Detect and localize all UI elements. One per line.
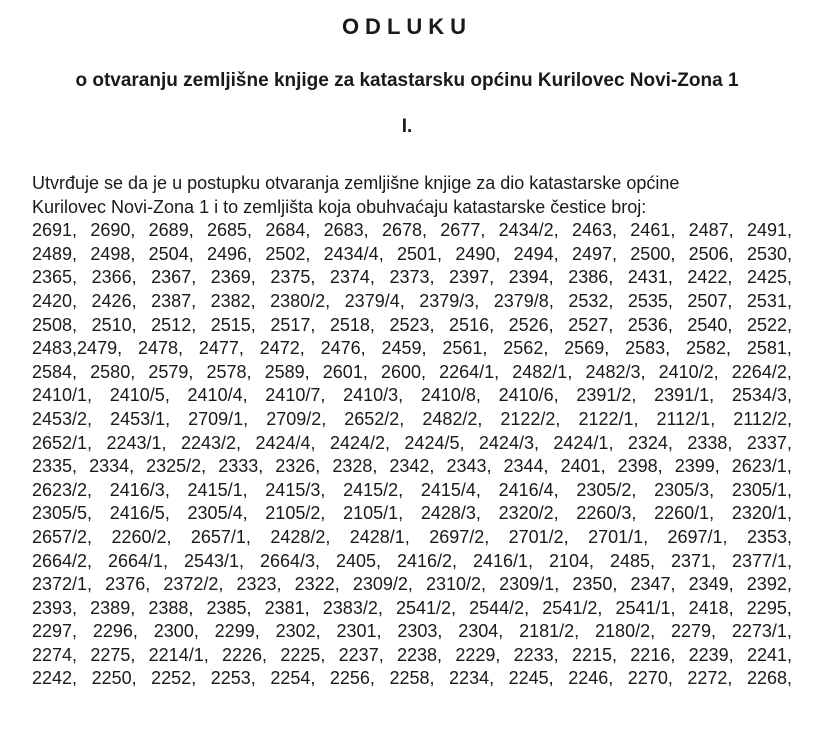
parcel-number: 2497, bbox=[571, 243, 618, 264]
parcel-number: 2112/1, bbox=[656, 408, 716, 429]
parcel-number: 2502, bbox=[265, 243, 311, 264]
section-number: I. bbox=[401, 116, 413, 137]
parcel-number: 2302, bbox=[275, 621, 321, 642]
parcel-number: 2350, bbox=[572, 574, 618, 595]
parcel-number: 2335, bbox=[32, 456, 78, 477]
parcel-number: 2453/1, bbox=[110, 408, 171, 429]
parcel-line bbox=[32, 620, 792, 644]
parcel-number: 2664/2, bbox=[32, 550, 93, 571]
parcel-number: 2518, bbox=[329, 314, 375, 335]
parcel-line bbox=[32, 550, 792, 574]
parcel-number: 2305/2, bbox=[576, 479, 637, 500]
parcel-number: 2338, bbox=[687, 432, 733, 453]
parcel-number: 2523, bbox=[389, 314, 435, 335]
parcel-list bbox=[32, 219, 792, 691]
parcel-number: 2522, bbox=[746, 314, 792, 335]
parcel-number: 2540, bbox=[687, 314, 733, 335]
parcel-number: 2657/1, bbox=[190, 526, 251, 547]
parcel-number: 2272, bbox=[687, 668, 733, 689]
parcel-line bbox=[32, 408, 792, 432]
parcel-number: 2459, bbox=[381, 338, 427, 359]
parcel-number: 2494, bbox=[513, 243, 559, 264]
parcel-number: 2377/1, bbox=[731, 550, 792, 571]
parcel-number: 2410/2, bbox=[658, 361, 719, 382]
parcel-number: 2373, bbox=[389, 267, 435, 288]
parcel-number: 2534/3, bbox=[731, 385, 792, 406]
parcel-number: 2530, bbox=[746, 243, 792, 264]
parcel-number: 2683, bbox=[323, 220, 369, 241]
parcel-number: 2410/4, bbox=[187, 385, 248, 406]
parcel-number: 2463, bbox=[571, 220, 618, 241]
parcel-number: 2541/1, bbox=[615, 597, 676, 618]
parcel-number: 2214/1, bbox=[148, 644, 209, 665]
parcel-number: 2323, bbox=[236, 574, 282, 595]
parcel-number: 2489, bbox=[32, 243, 78, 264]
parcel-number: 2623/1, bbox=[731, 456, 792, 477]
document-subtitle: o otvaranju zemljišne knjige za katastarsku općinu Kurilovec Novi-Zona 1 bbox=[75, 70, 739, 91]
parcel-number: 2472, bbox=[259, 338, 305, 359]
parcel-number: 2532, bbox=[568, 290, 614, 311]
parcel-number: 2105/1, bbox=[343, 503, 404, 524]
parcel-line bbox=[32, 266, 792, 290]
parcel-number: 2652/2, bbox=[344, 408, 405, 429]
parcel-number: 2309/1, bbox=[499, 574, 560, 595]
parcel-line bbox=[32, 314, 792, 338]
parcel-number: 2237, bbox=[338, 644, 384, 665]
parcel-line bbox=[32, 667, 792, 691]
parcel-number: 2380/2, bbox=[270, 290, 331, 311]
parcel-number: 2482/1, bbox=[512, 361, 573, 382]
parcel-number: 2386, bbox=[568, 267, 614, 288]
parcel-number: 2324, bbox=[627, 432, 673, 453]
parcel-number: 2496, bbox=[206, 243, 253, 264]
parcel-number: 2264/2, bbox=[731, 361, 792, 382]
parcel-number: 2256, bbox=[329, 668, 375, 689]
parcel-number: 2328, bbox=[332, 456, 378, 477]
parcel-number: 2701/2, bbox=[508, 526, 569, 547]
parcel-number: 2401, bbox=[560, 456, 606, 477]
parcel-number: 2246, bbox=[568, 668, 614, 689]
parcel-number: 2416/3, bbox=[109, 479, 170, 500]
parcel-number: 2122/1, bbox=[578, 408, 639, 429]
parcel-line bbox=[32, 219, 792, 243]
parcel-number: 2426, bbox=[91, 290, 137, 311]
parcel-number: 2260/2, bbox=[111, 526, 172, 547]
parcel-number: 2342, bbox=[389, 456, 435, 477]
parcel-number: 2242, bbox=[32, 668, 78, 689]
parcel-number: 2589, bbox=[264, 361, 310, 382]
parcel-number: 2428/3, bbox=[420, 503, 481, 524]
parcel-number: 2105/2, bbox=[265, 503, 326, 524]
parcel-number: 2322, bbox=[294, 574, 340, 595]
parcel-number: 2535, bbox=[627, 290, 673, 311]
parcel-number: 2243/1, bbox=[106, 432, 167, 453]
parcel-number: 2333, bbox=[218, 456, 264, 477]
parcel-number: 2690, bbox=[90, 220, 136, 241]
parcel-number: 2243/2, bbox=[180, 432, 242, 453]
parcel-line bbox=[32, 361, 792, 385]
parcel-line bbox=[32, 526, 792, 550]
parcel-number: 2379/3, bbox=[419, 290, 480, 311]
parcel-number: 2516, bbox=[449, 314, 495, 335]
parcel-number: 2501, bbox=[396, 243, 443, 264]
parcel-number: 2544/2, bbox=[469, 597, 530, 618]
parcel-number: 2677, bbox=[440, 220, 486, 241]
parcel-line bbox=[32, 644, 792, 668]
parcel-number: 2391/1, bbox=[654, 385, 715, 406]
parcel-number: 2295, bbox=[746, 597, 792, 618]
parcel-number: 2476, bbox=[320, 338, 366, 359]
parcel-number: 2305/1, bbox=[731, 479, 792, 500]
parcel-number: 2366, bbox=[91, 267, 137, 288]
parcel-number: 2394, bbox=[508, 267, 554, 288]
parcel-number: 2569, bbox=[564, 338, 610, 359]
parcel-number: 2260/3, bbox=[576, 503, 637, 524]
parcel-number: 2234, bbox=[449, 668, 495, 689]
parcel-number: 2374, bbox=[329, 267, 375, 288]
parcel-number: 2697/1, bbox=[667, 526, 728, 547]
parcel-number: 2268, bbox=[746, 668, 792, 689]
parcel-number: 2623/2, bbox=[32, 479, 93, 500]
parcel-number: 2416/1, bbox=[472, 550, 534, 571]
parcel-number: 2685, bbox=[206, 220, 253, 241]
parcel-number: 2410/8, bbox=[420, 385, 481, 406]
document-title: ODLUKU bbox=[341, 14, 473, 39]
parcel-number: 2584, bbox=[32, 361, 78, 382]
parcel-number: 2428/1, bbox=[349, 526, 410, 547]
parcel-line bbox=[32, 455, 792, 479]
parcel-number: 2410/1, bbox=[32, 385, 93, 406]
parcel-number: 2181/2, bbox=[519, 621, 580, 642]
parcel-number: 2691, bbox=[32, 220, 78, 241]
parcel-number: 2415/2, bbox=[343, 479, 404, 500]
parcel-number: 2258, bbox=[389, 668, 435, 689]
parcel-number: 2309/2, bbox=[352, 574, 413, 595]
parcel-number: 2229, bbox=[455, 644, 501, 665]
parcel-number: 2379/4, bbox=[344, 290, 405, 311]
parcel-number: 2376, bbox=[105, 574, 151, 595]
parcel-number: 2245, bbox=[508, 668, 554, 689]
parcel-number: 2344, bbox=[503, 456, 549, 477]
parcel-number: 2385, bbox=[206, 597, 252, 618]
parcel-line bbox=[32, 432, 792, 456]
parcel-number: 2303, bbox=[397, 621, 443, 642]
parcel-number: 2583, bbox=[625, 338, 671, 359]
parcel-number: 2300, bbox=[153, 621, 199, 642]
parcel-number: 2320/1, bbox=[731, 503, 792, 524]
parcel-number: 2225, bbox=[280, 644, 326, 665]
parcel-number: 2122/2, bbox=[500, 408, 561, 429]
parcel-number: 2684, bbox=[265, 220, 311, 241]
parcel-number: 2582, bbox=[685, 338, 731, 359]
parcel-number: 2428/2, bbox=[270, 526, 331, 547]
parcel-number: 2453/2, bbox=[32, 408, 93, 429]
parcel-number: 2504, bbox=[148, 243, 194, 264]
parcel-number: 2372/1, bbox=[32, 574, 93, 595]
parcel-number: 2541/2, bbox=[395, 597, 457, 618]
parcel-number: 2482/2, bbox=[422, 408, 483, 429]
parcel-number: 2483,2479, bbox=[32, 338, 123, 359]
parcel-number: 2709/1, bbox=[188, 408, 249, 429]
parcel-number: 2527, bbox=[568, 314, 614, 335]
parcel-number: 2477, bbox=[198, 338, 244, 359]
parcel-number: 2664/3, bbox=[260, 550, 321, 571]
parcel-number: 2180/2, bbox=[595, 621, 656, 642]
parcel-number: 2579, bbox=[148, 361, 194, 382]
parcel-number: 2678, bbox=[381, 220, 428, 241]
parcel-number: 2238, bbox=[396, 644, 443, 665]
intro-line: Kurilovec Novi-Zona 1 i to zemljišta koja obuhvaćaju katastarske čestice broj: bbox=[32, 196, 647, 217]
parcel-number: 2398, bbox=[617, 456, 663, 477]
parcel-number: 2410/6, bbox=[498, 385, 559, 406]
parcel-number: 2689, bbox=[148, 220, 194, 241]
parcel-number: 2391/2, bbox=[576, 385, 637, 406]
parcel-number: 2510, bbox=[91, 314, 137, 335]
parcel-number: 2325/2, bbox=[146, 456, 207, 477]
parcel-number: 2416/5, bbox=[109, 503, 170, 524]
parcel-number: 2310/2, bbox=[425, 574, 487, 595]
parcel-number: 2297, bbox=[32, 621, 78, 642]
parcel-number: 2301, bbox=[336, 621, 382, 642]
parcel-number: 2410/7, bbox=[265, 385, 326, 406]
parcel-number: 2410/5, bbox=[109, 385, 170, 406]
parcel-number: 2541/2, bbox=[542, 597, 603, 618]
parcel-number: 2410/3, bbox=[343, 385, 404, 406]
parcel-line bbox=[32, 502, 792, 526]
parcel-number: 2506, bbox=[688, 243, 734, 264]
parcel-number: 2601, bbox=[322, 361, 368, 382]
parcel-number: 2369, bbox=[210, 267, 256, 288]
parcel-number: 2536, bbox=[627, 314, 673, 335]
parcel-number: 2372/2, bbox=[163, 574, 224, 595]
parcel-number: 2600, bbox=[380, 361, 426, 382]
parcel-number: 2424/1, bbox=[553, 432, 614, 453]
parcel-number: 2425, bbox=[746, 267, 792, 288]
parcel-number: 2304, bbox=[458, 621, 504, 642]
parcel-number: 2531, bbox=[746, 290, 792, 311]
parcel-number: 2270, bbox=[627, 668, 673, 689]
parcel-number: 2424/4, bbox=[255, 432, 316, 453]
parcel-number: 2482/3, bbox=[585, 361, 646, 382]
parcel-number: 2657/2, bbox=[32, 526, 93, 547]
parcel-line bbox=[32, 573, 792, 597]
parcel-number: 2365, bbox=[32, 267, 78, 288]
parcel-number: 2418, bbox=[688, 597, 734, 618]
parcel-number: 2415/3, bbox=[265, 479, 326, 500]
parcel-number: 2253, bbox=[210, 668, 256, 689]
parcel-number: 2490, bbox=[455, 243, 501, 264]
parcel-number: 2241, bbox=[746, 644, 792, 665]
parcel-number: 2233, bbox=[513, 644, 559, 665]
parcel-number: 2512, bbox=[151, 314, 197, 335]
parcel-number: 2415/1, bbox=[187, 479, 248, 500]
parcel-number: 2500, bbox=[630, 243, 676, 264]
parcel-number: 2343, bbox=[446, 456, 492, 477]
parcel-number: 2320/2, bbox=[498, 503, 559, 524]
parcel-number: 2392, bbox=[746, 574, 792, 595]
parcel-number: 2491, bbox=[746, 220, 792, 241]
parcel-number: 2254, bbox=[270, 668, 316, 689]
parcel-number: 2424/3, bbox=[478, 432, 539, 453]
parcel-number: 2305/3, bbox=[654, 479, 715, 500]
parcel-number: 2305/4, bbox=[187, 503, 248, 524]
parcel-number: 2526, bbox=[508, 314, 554, 335]
parcel-number: 2562, bbox=[503, 338, 549, 359]
parcel-number: 2397, bbox=[449, 267, 495, 288]
parcel-number: 2375, bbox=[270, 267, 316, 288]
parcel-number: 2461, bbox=[630, 220, 676, 241]
parcel-number: 2709/2, bbox=[266, 408, 327, 429]
parcel-number: 2239, bbox=[688, 644, 734, 665]
parcel-line bbox=[32, 337, 792, 361]
parcel-number: 2652/1, bbox=[32, 432, 93, 453]
parcel-number: 2387, bbox=[151, 290, 197, 311]
parcel-line bbox=[32, 290, 792, 314]
parcel-number: 2515, bbox=[210, 314, 256, 335]
parcel-number: 2580, bbox=[90, 361, 136, 382]
parcel-line bbox=[32, 384, 792, 408]
parcel-number: 2299, bbox=[214, 621, 260, 642]
parcel-number: 2697/2, bbox=[429, 526, 490, 547]
parcel-number: 2371, bbox=[670, 550, 716, 571]
parcel-number: 2274, bbox=[32, 644, 78, 665]
parcel-number: 2581, bbox=[746, 338, 792, 359]
parcel-number: 2264/1, bbox=[439, 361, 500, 382]
parcel-number: 2405, bbox=[336, 550, 382, 571]
parcel-number: 2381, bbox=[264, 597, 310, 618]
parcel-number: 2434/4, bbox=[323, 243, 384, 264]
parcel-line bbox=[32, 243, 792, 267]
body-text bbox=[32, 172, 792, 691]
parcel-number: 2379/8, bbox=[493, 290, 554, 311]
parcel-number: 2367, bbox=[151, 267, 197, 288]
parcel-number: 2250, bbox=[91, 668, 137, 689]
parcel-number: 2393, bbox=[32, 597, 78, 618]
parcel-number: 2337, bbox=[746, 432, 792, 453]
parcel-number: 2389, bbox=[90, 597, 136, 618]
parcel-number: 2104, bbox=[548, 550, 595, 571]
parcel-number: 2543/1, bbox=[184, 550, 245, 571]
parcel-number: 2478, bbox=[137, 338, 183, 359]
parcel-number: 2416/2, bbox=[396, 550, 458, 571]
parcel-number: 2578, bbox=[206, 361, 252, 382]
parcel-number: 2260/1, bbox=[654, 503, 715, 524]
parcel-number: 2347, bbox=[630, 574, 676, 595]
parcel-number: 2216, bbox=[630, 644, 676, 665]
parcel-number: 2485, bbox=[609, 550, 656, 571]
parcel-number: 2279, bbox=[670, 621, 716, 642]
parcel-number: 2275, bbox=[90, 644, 136, 665]
parcel-number: 2701/1, bbox=[588, 526, 649, 547]
parcel-line bbox=[32, 479, 792, 503]
parcel-number: 2296, bbox=[92, 621, 138, 642]
parcel-number: 2561, bbox=[442, 338, 488, 359]
parcel-number: 2415/4, bbox=[420, 479, 481, 500]
parcel-number: 2383/2, bbox=[322, 597, 383, 618]
parcel-number: 2112/2, bbox=[733, 408, 792, 429]
parcel-number: 2517, bbox=[270, 314, 316, 335]
parcel-number: 2422, bbox=[687, 267, 733, 288]
parcel-number: 2498, bbox=[90, 243, 136, 264]
parcel-number: 2416/4, bbox=[498, 479, 559, 500]
parcel-line bbox=[32, 597, 792, 621]
parcel-number: 2487, bbox=[688, 220, 734, 241]
parcel-number: 2273/1, bbox=[731, 621, 792, 642]
parcel-number: 2420, bbox=[32, 290, 78, 311]
intro-line: Utvrđuje se da je u postupku otvaranja zemljišne knjige za dio katastarske općine bbox=[32, 173, 680, 193]
parcel-number: 2326, bbox=[275, 456, 321, 477]
parcel-number: 2252, bbox=[151, 668, 197, 689]
parcel-number: 2215, bbox=[571, 644, 618, 665]
parcel-number: 2388, bbox=[148, 597, 194, 618]
parcel-number: 2507, bbox=[687, 290, 733, 311]
parcel-number: 2664/1, bbox=[108, 550, 169, 571]
parcel-number: 2424/5, bbox=[404, 432, 465, 453]
parcel-number: 2349, bbox=[688, 574, 734, 595]
parcel-number: 2353, bbox=[746, 526, 792, 547]
parcel-number: 2305/5, bbox=[32, 503, 93, 524]
parcel-number: 2382, bbox=[210, 290, 256, 311]
parcel-number: 2334, bbox=[89, 456, 135, 477]
parcel-number: 2399, bbox=[674, 456, 720, 477]
parcel-number: 2424/2, bbox=[329, 432, 390, 453]
parcel-number: 2431, bbox=[627, 267, 673, 288]
parcel-number: 2434/2, bbox=[498, 220, 559, 241]
parcel-number: 2508, bbox=[32, 314, 78, 335]
parcel-number: 2226, bbox=[222, 644, 268, 665]
